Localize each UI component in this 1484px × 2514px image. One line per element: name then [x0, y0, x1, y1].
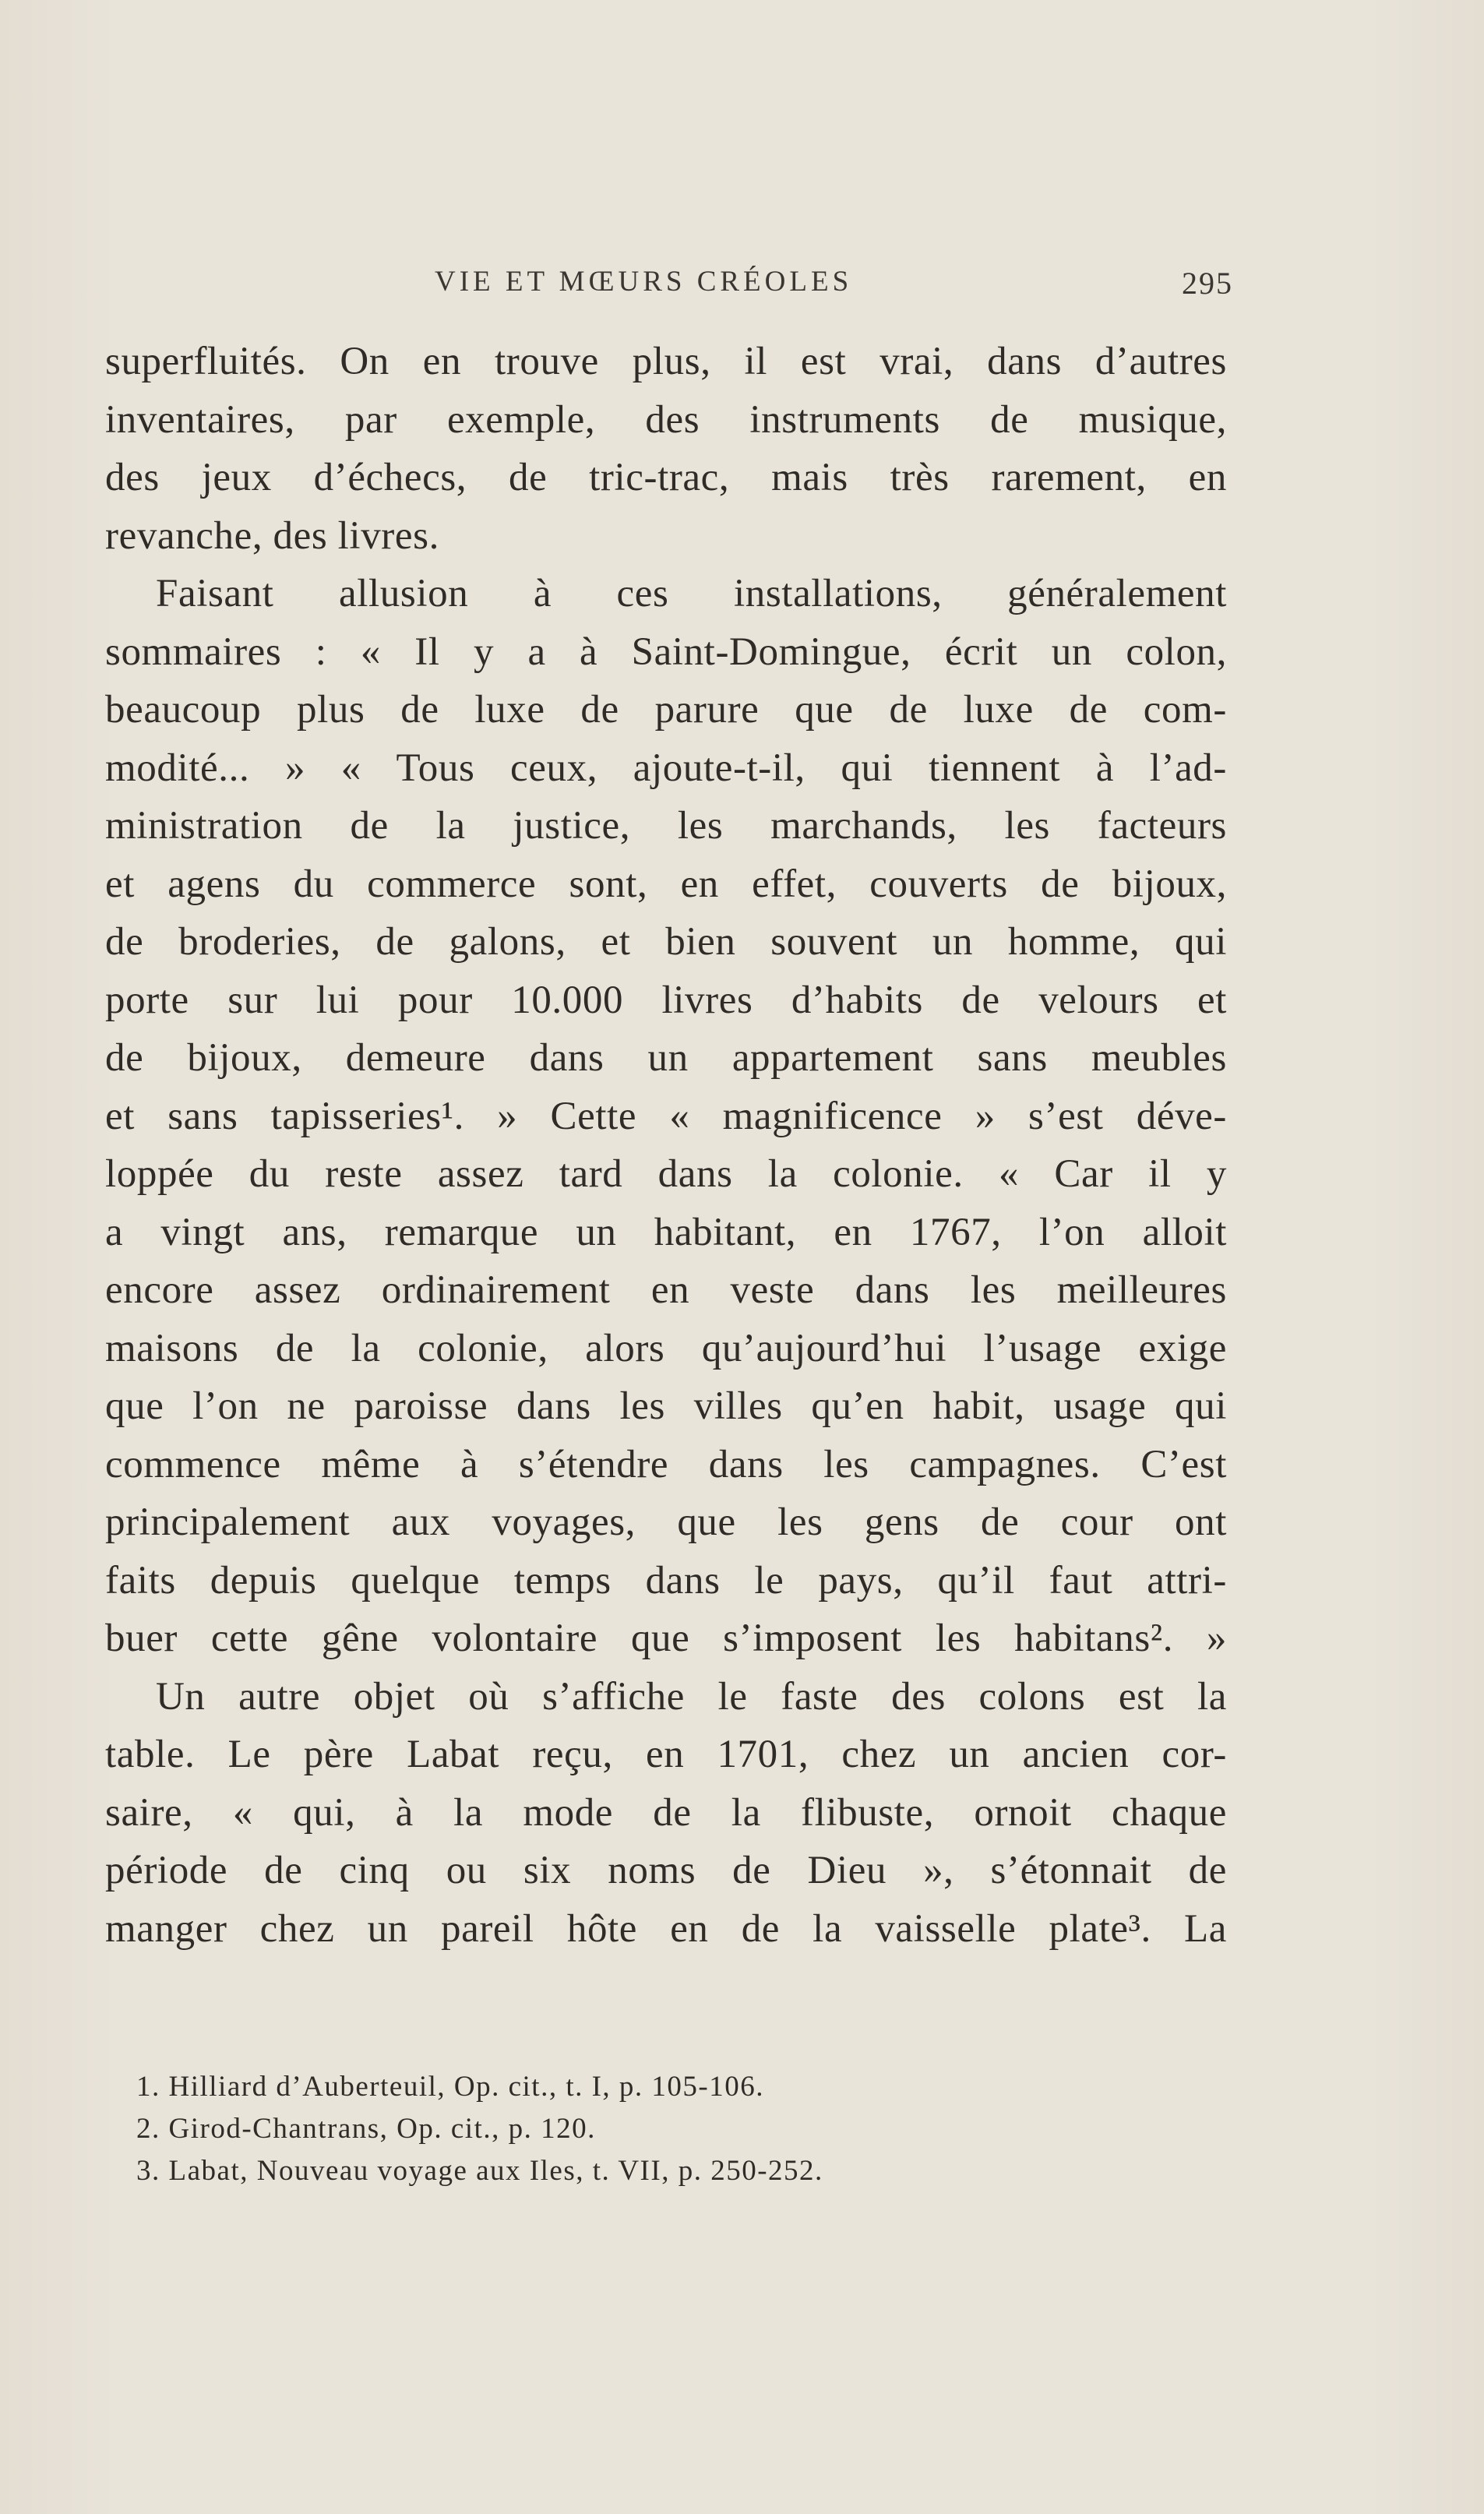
- text-line: buer cette gêne volontaire que s’imposent les habitans². »: [105, 1617, 1227, 1660]
- running-header: [435, 265, 1233, 304]
- footnote: 1. Hilliard d’Auberteuil, Op. cit., t. I, p. 105-106.: [136, 2071, 765, 2103]
- text-line: encore assez ordinairement en veste dans les meilleures: [105, 1268, 1227, 1312]
- text-line: période de cinq ou six noms de Dieu », s’étonnait de: [105, 1849, 1227, 1892]
- text-line: que l’on ne paroisse dans les villes qu’en habit, usage qui: [105, 1384, 1227, 1428]
- footnote: 2. Girod-Chantrans, Op. cit., p. 120.: [136, 2113, 596, 2145]
- body-text: [105, 333, 1227, 1958]
- text-line: beaucoup plus de luxe de parure que de luxe de com-: [105, 688, 1227, 732]
- text-line: superfluités. On en trouve plus, il est vrai, dans d’autres: [105, 340, 1227, 383]
- text-line: Un autre objet où s’affiche le faste des colons est la: [156, 1674, 1227, 1719]
- text-line: des jeux d’échecs, de tric-trac, mais très rarement, en: [105, 456, 1227, 499]
- text-line: inventaires, par exemple, des instruments de musique,: [105, 397, 1227, 442]
- text-line: maisons de la colonie, alors qu’aujourd’hui l’usage exige: [105, 1326, 1227, 1370]
- text-line: a vingt ans, remarque un habitant, en 1767, l’on alloit: [105, 1210, 1227, 1254]
- running-title: VIE ET MŒURS CRÉOLES: [435, 266, 853, 298]
- text-line: principalement aux voyages, que les gens de cour ont: [105, 1500, 1227, 1544]
- text-line: manger chez un pareil hôte en de la vaisselle plate³. La: [105, 1906, 1227, 1951]
- text-line: porte sur lui pour 10.000 livres d’habits de velours et: [105, 978, 1227, 1022]
- text-line: saire, « qui, à la mode de la flibuste, ornoit chaque: [105, 1790, 1227, 1835]
- page-number: 295: [1182, 266, 1233, 301]
- text-line: table. Le père Labat reçu, en 1701, chez un ancien cor-: [105, 1733, 1227, 1776]
- text-line: et agens du commerce sont, en effet, couverts de bijoux,: [105, 862, 1227, 906]
- text-line: commence même à s’étendre dans les campagnes. C’est: [105, 1442, 1227, 1486]
- text-line: Faisant allusion à ces installations, généralement: [156, 572, 1227, 615]
- footnotes: [136, 2066, 1227, 2192]
- text-line: faits depuis quelque temps dans le pays, qu’il faut attri-: [105, 1558, 1227, 1603]
- text-line: de broderies, de galons, et bien souvent un homme, qui: [105, 920, 1227, 964]
- text-line: de bijoux, demeure dans un appartement sans meubles: [105, 1036, 1227, 1080]
- text-line: sommaires : « Il y a à Saint-Domingue, écrit un colon,: [105, 629, 1227, 674]
- text-line: et sans tapisseries¹. » Cette « magnificence » s’est déve-: [105, 1094, 1227, 1138]
- text-line: revanche, des livres.: [105, 513, 439, 558]
- text-line: ministration de la justice, les marchands, les facteurs: [105, 804, 1227, 848]
- footnote: 3. Labat, Nouveau voyage aux Iles, t. VII, p. 250-252.: [136, 2155, 823, 2187]
- text-line: modité... » « Tous ceux, ajoute-t-il, qui tiennent à l’ad-: [105, 746, 1227, 790]
- text-line: loppée du reste assez tard dans la colonie. « Car il y: [105, 1152, 1227, 1196]
